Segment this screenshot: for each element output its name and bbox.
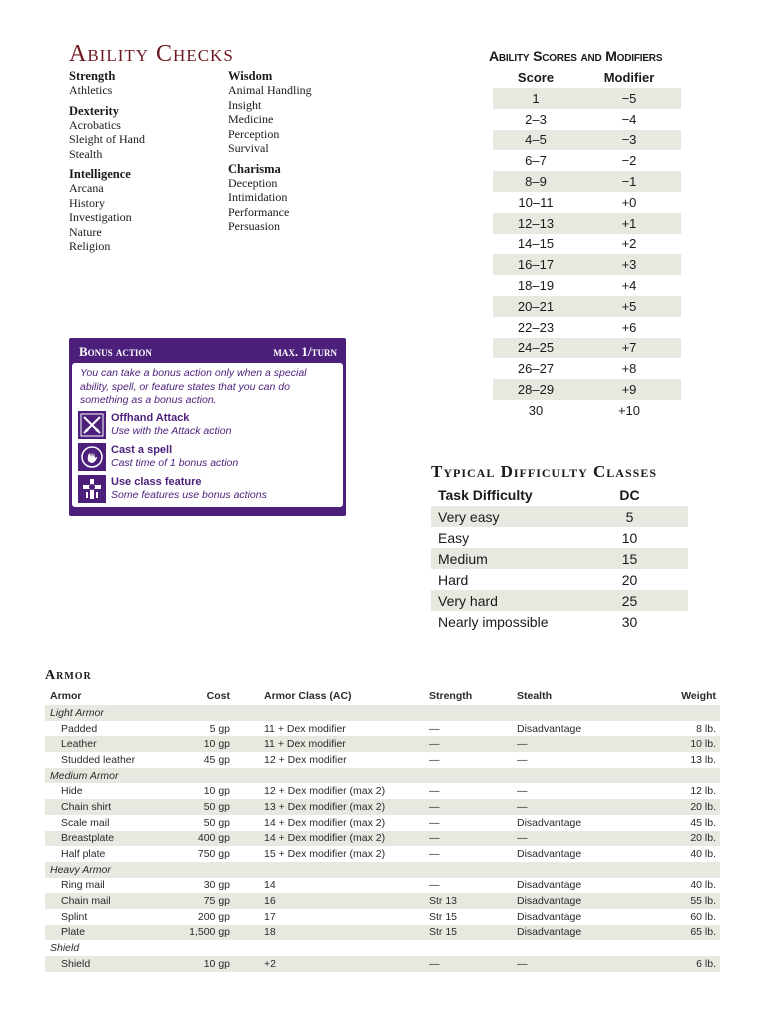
ability-name: Intelligence [69,167,131,181]
modifier-cell: +10 [617,402,641,418]
dc-cell: 10 [621,529,638,546]
weight-cell: 60 lb. [690,910,716,923]
modifier-cell: −1 [621,174,637,190]
ability-scores-table [493,66,681,421]
crossed-swords-icon [78,411,106,439]
armor-name-cell: Studded leather [61,753,136,766]
dc-cell: 5 [625,508,634,525]
stealth-cell: Disadvantage [517,816,582,829]
ability-score-row [493,213,681,234]
weight-cell: 40 lb. [690,879,716,892]
stealth-cell: Disadvantage [517,722,582,735]
ability-checks-right-column [228,69,388,240]
weight-cell: 65 lb. [690,926,716,939]
armor-class-header: Armor Class (AC) [264,690,352,702]
cost-cell: 75 gp [203,895,230,908]
score-cell: 18–19 [517,278,555,294]
armor-category-row [45,768,720,784]
armor-row [45,831,720,847]
armor-name-cell: Scale mail [61,816,110,829]
skill-name: Deception [228,175,278,190]
stealth-cell: — [517,753,528,766]
difficulty-classes-title: Typical Difficulty Classes [431,462,657,481]
difficulty-classes-table [431,484,688,632]
score-cell: 8–9 [525,174,547,190]
stealth-cell: — [517,738,528,751]
ability-score-row [493,109,681,130]
strength-cell: — [429,800,440,813]
ability-score-row [493,296,681,317]
cost-cell: 10 gp [203,785,230,798]
armor-table [45,687,720,972]
modifier-cell: −4 [621,111,637,127]
ability-group-intelligence [69,167,229,254]
difficulty-classes-body [431,506,688,632]
strength-cell: — [429,753,440,766]
skill-name: History [69,195,105,210]
ability-name: Wisdom [228,69,273,83]
ability-group-dexterity [69,104,229,162]
armor-row [45,878,720,894]
skill-name: Insight [228,97,262,112]
armor-row [45,956,720,972]
armor-category-row [45,940,720,956]
cost-cell: 400 gp [197,832,230,845]
bonus-action-limit: max. 1/turn [273,344,337,359]
armor-name-cell: Shield [61,957,91,970]
modifier-cell: +4 [621,278,637,294]
difficulty-row [431,569,688,590]
weight-cell: 20 lb. [690,832,716,845]
ability-group-wisdom [228,69,388,156]
ability-scores-header-row [493,66,681,88]
skill-name: Religion [69,239,111,253]
bonus-item-class-feature-text [111,476,267,502]
difficulty-row [431,590,688,611]
armor-category-label: Heavy Armor [50,863,111,876]
armor-section [45,666,721,972]
score-cell: 16–17 [517,257,555,273]
strength-cell: — [429,785,440,798]
class-feature-icon [78,475,106,503]
modifier-cell: −3 [621,132,637,148]
task-difficulty-header: Task Difficulty [438,487,533,503]
weight-cell: 10 lb. [690,738,716,751]
stealth-cell: Disadvantage [517,848,582,861]
skill-name: Performance [228,204,290,219]
weight-cell: 55 lb. [690,895,716,908]
bonus-item-cast-spell [78,443,337,471]
score-cell: 12–13 [517,215,555,231]
bonus-item-desc: Some features use bonus actions [111,488,267,501]
armor-row [45,925,720,941]
score-cell: 6–7 [525,153,547,169]
armor-class-cell: 11 + Dex modifier [264,722,346,735]
armor-name-cell: Chain shirt [61,800,112,813]
score-cell: 26–27 [517,361,555,377]
score-cell: 28–29 [517,382,555,398]
strength-header: Strength [429,690,473,702]
armor-header-row [45,687,720,705]
weight-cell: 13 lb. [690,753,716,766]
strength-cell: — [429,879,440,892]
dc-cell: 15 [621,550,638,567]
skill-name: Sleight of Hand [69,132,145,146]
weight-header: Weight [681,690,716,702]
ability-score-row [493,171,681,192]
modifier-cell: +9 [621,382,637,398]
armor-name-cell: Splint [61,910,88,923]
weight-cell: 20 lb. [690,800,716,813]
modifier-cell: +7 [621,340,637,356]
ability-group-charisma [228,162,388,234]
modifier-header: Modifier [603,69,655,85]
ability-name: Dexterity [69,103,119,118]
armor-class-cell: 16 [264,895,276,908]
cost-cell: 30 gp [203,879,230,892]
armor-class-cell: 13 + Dex modifier (max 2) [264,800,386,813]
stealth-cell: Disadvantage [517,926,582,939]
ability-score-row [493,192,681,213]
armor-class-cell: 12 + Dex modifier [264,753,347,766]
ability-score-row [493,88,681,109]
stealth-cell: — [517,832,528,845]
armor-row [45,721,720,737]
strength-cell: Str 15 [429,926,458,939]
armor-category-row [45,862,720,878]
ability-score-row [493,234,681,255]
bonus-item-title: Cast a spell [111,443,173,456]
armor-row [45,893,720,909]
stealth-cell: — [517,800,528,813]
dc-cell: 25 [621,592,638,609]
stealth-cell: — [517,785,528,798]
armor-row [45,815,720,831]
armor-category-label: Light Armor [50,706,104,719]
ability-score-row [493,379,681,400]
difficulty-row [431,527,688,548]
modifier-cell: +8 [621,361,637,377]
cost-cell: 10 gp [203,738,230,751]
ability-score-row [493,275,681,296]
weight-cell: 6 lb. [696,957,716,970]
stealth-cell: — [517,957,528,970]
bonus-action-body [72,363,343,507]
bonus-item-cast-spell-text [111,444,238,470]
strength-cell: Str 15 [429,910,458,923]
score-cell: 10–11 [518,194,554,210]
ability-checks-section [69,41,409,253]
skill-name: Animal Handling [228,83,312,97]
bonus-action-card [69,338,346,516]
strength-cell: Str 13 [429,895,458,908]
weight-cell: 8 lb. [696,722,716,735]
task-difficulty-cell: Hard [438,571,469,588]
strength-cell: — [429,832,440,845]
armor-header: Armor [50,690,82,702]
armor-category-label: Medium Armor [50,769,119,782]
ability-scores-section [488,46,688,421]
strength-cell: — [429,816,440,829]
weight-cell: 12 lb. [690,785,716,798]
ability-name: Charisma [228,161,281,176]
modifier-cell: +6 [621,319,637,335]
cost-cell: 750 gp [197,848,230,861]
ability-score-row [493,150,681,171]
armor-category-label: Shield [50,942,80,955]
bonus-action-header [72,341,343,363]
stealth-cell: Disadvantage [517,895,582,908]
skill-name: Intimidation [228,190,288,204]
armor-title: Armor [45,668,92,683]
ability-score-row [493,358,681,379]
armor-class-cell: 15 + Dex modifier (max 2) [264,848,386,861]
cost-cell: 200 gp [197,910,230,923]
ability-name: Strength [69,69,116,83]
ability-scores-body [493,88,681,421]
skill-name: Athletics [69,83,113,97]
score-cell: 20–21 [517,298,555,314]
armor-name-cell: Half plate [61,848,106,861]
difficulty-header-row [431,484,688,506]
ability-checks-title: Ability Checks [69,41,234,67]
skill-name: Persuasion [228,219,280,233]
armor-class-cell: 14 + Dex modifier (max 2) [264,832,386,845]
cost-header: Cost [206,690,230,702]
skill-name: Acrobatics [69,117,121,132]
skill-name: Survival [228,141,269,155]
bonus-item-title: Offhand Attack [111,411,190,424]
dc-cell: 30 [621,613,638,630]
score-cell: 1 [532,90,540,106]
armor-row [45,799,720,815]
cost-cell: 50 gp [203,800,230,813]
armor-row [45,783,720,799]
ability-score-row [493,317,681,338]
dc-header: DC [619,487,640,503]
armor-class-cell: 12 + Dex modifier (max 2) [264,785,386,798]
bonus-item-class-feature [78,475,337,503]
bonus-action-title: Bonus action [79,344,152,359]
armor-name-cell: Ring mail [61,879,105,892]
weight-cell: 40 lb. [690,848,716,861]
score-cell: 2–3 [525,111,547,127]
modifier-cell: −2 [621,153,637,169]
task-difficulty-cell: Very hard [438,592,498,609]
bonus-item-title: Use class feature [111,475,202,488]
armor-name-cell: Padded [61,722,98,735]
ability-score-row [493,130,681,151]
skill-name: Nature [69,224,102,239]
armor-category-row [45,705,720,721]
weight-cell: 45 lb. [690,816,716,829]
strength-cell: — [429,957,440,970]
cost-cell: 45 gp [203,753,230,766]
ability-score-row [493,254,681,275]
armor-name-cell: Plate [61,926,85,939]
armor-class-cell: 11 + Dex modifier [264,738,346,751]
armor-class-cell: +2 [264,957,276,970]
armor-class-cell: 18 [264,926,276,939]
modifier-cell: +0 [621,194,637,210]
difficulty-row [431,506,688,527]
ability-group-strength [69,69,229,98]
bonus-action-intro: You can take a bonus action only when a special ability, spell, or feature states that you can do something as a bonus action. [80,367,307,406]
difficulty-classes-section [431,460,691,632]
ability-checks-left-column [69,69,229,260]
difficulty-row [431,611,688,632]
score-cell: 14–15 [517,236,555,252]
armor-row [45,909,720,925]
ability-scores-title: Ability Scores and Modifiers [489,48,663,64]
strength-cell: — [429,722,440,735]
stealth-cell: Disadvantage [517,879,582,892]
score-cell: 22–23 [517,319,555,335]
spell-hand-icon [78,443,106,471]
score-cell: 24–25 [517,340,555,356]
strength-cell: — [429,848,440,861]
bonus-item-desc: Use with the Attack action [111,424,232,437]
modifier-cell: +1 [621,215,637,231]
cost-cell: 5 gp [209,722,230,735]
bonus-item-offhand-text [111,412,231,438]
armor-name-cell: Hide [61,785,83,798]
modifier-cell: +2 [621,236,637,252]
skill-name: Medicine [228,112,274,126]
armor-class-cell: 14 [264,879,276,892]
modifier-cell: −5 [621,90,637,106]
armor-row [45,846,720,862]
cost-cell: 10 gp [203,957,230,970]
armor-name-cell: Breastplate [61,832,115,845]
ability-score-row [493,338,681,359]
armor-name-cell: Chain mail [61,895,111,908]
stealth-cell: Disadvantage [517,910,582,923]
task-difficulty-cell: Nearly impossible [438,613,549,630]
armor-table-body [45,705,720,972]
skill-name: Perception [228,126,280,141]
armor-class-cell: 17 [264,910,276,923]
armor-row [45,752,720,768]
armor-name-cell: Leather [61,738,97,751]
bonus-item-desc: Cast time of 1 bonus action [111,456,239,469]
score-cell: 4–5 [525,132,547,148]
task-difficulty-cell: Easy [438,529,470,546]
armor-class-cell: 14 + Dex modifier (max 2) [264,816,386,829]
skill-name: Stealth [69,146,103,161]
task-difficulty-cell: Medium [438,550,488,567]
score-cell: 30 [528,402,544,418]
dc-cell: 20 [621,571,638,588]
ability-score-row [493,400,681,421]
cost-cell: 50 gp [203,816,230,829]
modifier-cell: +3 [621,257,637,273]
skill-name: Investigation [69,210,132,224]
task-difficulty-cell: Very easy [438,508,500,525]
stealth-header: Stealth [517,690,553,702]
modifier-cell: +5 [621,298,637,314]
bonus-item-offhand-attack [78,411,337,439]
armor-row [45,736,720,752]
strength-cell: — [429,738,440,751]
difficulty-row [431,548,688,569]
score-header: Score [517,69,555,85]
cost-cell: 1,500 gp [189,926,230,939]
skill-name: Arcana [69,181,104,195]
